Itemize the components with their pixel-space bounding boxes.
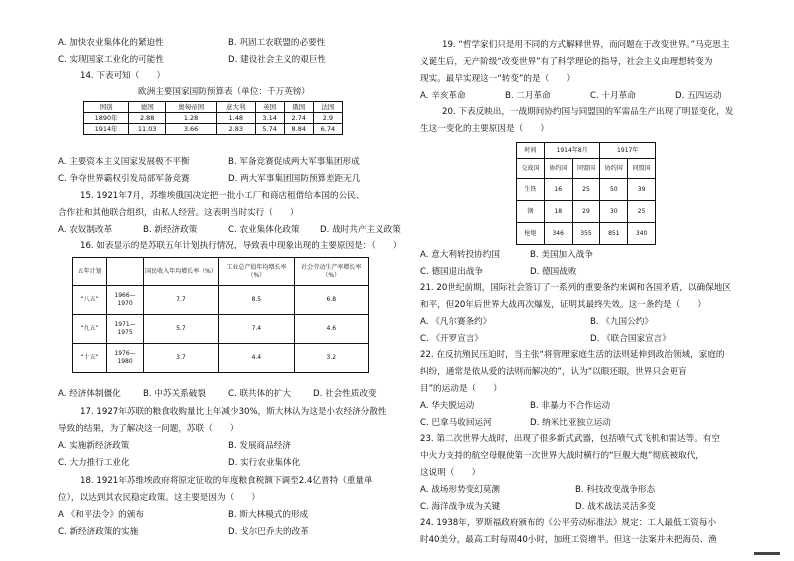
table1-cell: 2.74 [284, 113, 313, 124]
table3-cell: 25 [628, 201, 656, 223]
table1-cell: 6.74 [313, 124, 342, 135]
table2-cell: 4.4 [219, 344, 294, 373]
q14-option-b: B. 军备竞赛促成两大军事集团形成 [228, 157, 360, 167]
q23-stem-line1: 23. 第二次世界大战时，出现了很多新式武器，包括喷气式飞机和雷达等。有空 [420, 434, 720, 444]
q19-option-c: C. 十月革命 [590, 91, 636, 101]
table1-cell: 1.28 [166, 113, 217, 124]
q21-option-b: B. 《九国公约》 [590, 317, 653, 327]
table3-cell: 346 [544, 223, 572, 245]
table3-cell: 355 [572, 223, 600, 245]
q14-option-c: C. 争夺世界霸权引发局部军备竞赛 [58, 174, 190, 184]
q15-option-b: B. 新经济政策 [143, 225, 198, 235]
table2-cell: 4.6 [294, 315, 368, 344]
table2-cell: “九五” [73, 315, 107, 344]
q21-stem-line2: 和平，但20年后世界大战再次爆发，证明其最终失效。这一条约是（ ） [420, 300, 706, 310]
q20-option-d: D. 德国战败 [530, 267, 577, 277]
q16-stem: 16. 如表显示的是苏联五年计划执行情况，导致表中现象出现的主要原因是：（ ） [80, 241, 402, 251]
q21-option-a: A. 《凡尔赛条约》 [420, 317, 492, 327]
q22-stem-line1: 22. 在反抗殖民压迫时，当主张“将管理家庭生活的法则延伸到政治领域，家庭的 [420, 350, 725, 360]
q18-option-c: C. 新经济政策的实施 [58, 527, 139, 537]
q19-option-d: D. 五四运动 [675, 91, 722, 101]
q16-option-b: B. 中苏关系破裂 [143, 389, 206, 399]
q20-option-b: B. 美国加入战争 [530, 250, 593, 260]
table2-head: 国民收入年均增长率（%） [143, 258, 218, 286]
table2-cell: 6.8 [294, 286, 368, 315]
table3-cell: 25 [572, 179, 600, 201]
table2-cell: 1976—1980 [107, 344, 143, 373]
table3-subhead: 同盟国 [628, 159, 656, 179]
table2-cell: 7.4 [219, 315, 294, 344]
q20-option-c: C. 德国退出战争 [420, 267, 484, 277]
table2-head: 五年计划 [73, 258, 107, 286]
q14-stem: 14. 下表可知（ ） [80, 71, 166, 81]
q21-option-c: C. 《开罗宣言》 [420, 334, 484, 344]
q17-option-a: A. 实施新经济政策 [58, 441, 130, 451]
q23-option-b: B. 科技改变战争形态 [575, 485, 656, 495]
table2-cell: 8.5 [219, 286, 294, 315]
q17-option-b: B. 发展商品经济 [228, 441, 291, 451]
table2-cell: 3.7 [143, 344, 218, 373]
table3-subhead: 协约国 [544, 159, 572, 179]
q15-option-a: A. 农奴制改革 [58, 225, 113, 235]
q17-stem-line2: 导致的结果，为了解决这一问题，苏联（ ） [58, 424, 239, 434]
table2-head: 工业总产值年均增长率（%） [219, 258, 294, 286]
table2-cell: 1971—1975 [107, 315, 143, 344]
table1-cell: 5.74 [255, 124, 284, 135]
q19-option-a: A. 辛亥革命 [420, 91, 466, 101]
table3-cell: 29 [572, 201, 600, 223]
table1 [83, 101, 343, 135]
table3-cell: 50 [600, 179, 628, 201]
table3-cell: 851 [600, 223, 628, 245]
table3-cell: 30 [600, 201, 628, 223]
q16-option-c: C. 联共体的扩大 [228, 389, 292, 399]
table1-head: 德国 [129, 102, 166, 113]
table1-cell: 2.83 [216, 124, 255, 135]
q23-option-d: D. 战术战法灵活多变 [575, 502, 656, 512]
table2-cell: 3.2 [294, 344, 368, 373]
q19-option-b: B. 二月革命 [505, 91, 551, 101]
q20-stem-line1: 20. 下表反映出，一战期间协约国与同盟国的军需品生产出现了明显变化，发 [442, 107, 734, 117]
table3-subhead: 协约国 [600, 159, 628, 179]
table1-head: 英国 [255, 102, 284, 113]
q19-stem-line2: 义诞生后，无产阶级“改变世界”有了科学理论的指导，社会主义由理想转变为 [420, 57, 713, 67]
q19-stem-line3: 现实。最早实现这一“转变”的是（ ） [420, 74, 575, 84]
table2-cell: 5.7 [143, 315, 218, 344]
q15-stem-line1: 15. 1921年7月，苏维埃俄国决定把一批小工厂和商店租借给本国的公民、 [80, 191, 365, 201]
q16-option-a: A. 经济体制僵化 [58, 389, 121, 399]
q13-option-d: D. 建设社会主义的艰巨性 [228, 55, 327, 65]
table1-cell: 3.14 [255, 113, 284, 124]
q15-option-d: D. 战时共产主义政策 [320, 225, 401, 235]
table3-cell: 16 [544, 179, 572, 201]
table1-head: 法国 [313, 102, 342, 113]
table3-cell: 18 [544, 201, 572, 223]
table1-cell: 3.66 [166, 124, 217, 135]
table3 [516, 142, 656, 245]
q20-option-a: A. 意大利转投协约国 [420, 250, 500, 260]
q23-option-c: C. 海洋战争成为关键 [420, 502, 501, 512]
table3-cell: 枪炮 [517, 223, 545, 245]
q19-stem-line1: 19. “哲学家们只是用不同的方式解释世界，而问题在于改变世界。”马克思主 [442, 40, 730, 50]
q13-option-b: B. 巩固工农联盟的必要性 [228, 38, 326, 48]
table1-cell: 11.03 [129, 124, 166, 135]
q20-stem-line2: 生这一变化的主要原因是（ ） [420, 124, 549, 134]
q14-option-d: D. 两大军事集团国防预算差距无几 [228, 174, 361, 184]
table3-cell: 39 [628, 179, 656, 201]
q23-stem-line2: 中火力支持的航空母舰使第一次世界大战时横行的“巨舰大炮”彻底被取代， [420, 451, 704, 461]
table1-head: 奥匈帝国 [166, 102, 217, 113]
table1-cell: 1.48 [216, 113, 255, 124]
q16-option-d: D. 社会性质改变 [313, 389, 377, 399]
q22-stem-line3: 目”的运动是（ ） [420, 384, 502, 394]
table2-cell: 1966—1970 [107, 286, 143, 315]
q22-option-a: A. 华夫脱运动 [420, 401, 475, 411]
q18-stem-line2: 位），以达到其农民稳定政策。这主要是因为（ ） [58, 493, 260, 503]
table1-title: 欧洲主要国家国防预算表（单位：千万英镑） [138, 87, 310, 97]
q24-stem-line2: 时40美分，最高工时每周40小时，加班工资增半。但这一法案并未把海员、渔 [420, 535, 717, 545]
q18-option-a: A 《和平法令》的颁布 [58, 510, 144, 520]
table2 [72, 257, 369, 373]
q21-stem-line1: 21. 20世纪前期，国际社会签订了一系列的重要条约来调和各国矛盾，以确保地区 [420, 283, 731, 293]
table3-head: 时间 [517, 143, 545, 159]
table3-subhead: 交战国 [517, 159, 545, 179]
q13-option-a: A. 加快农业集体化的紧迫性 [58, 38, 164, 48]
table3-head: 1914年8月 [544, 143, 600, 159]
table2-cell: “八五” [73, 286, 107, 315]
table1-cell: 8.84 [284, 124, 313, 135]
table3-cell: 钢 [517, 201, 545, 223]
table2-cell: 7.7 [143, 286, 218, 315]
table1-cell: 1914年 [84, 124, 129, 135]
q17-option-d: D. 实行农业集体化 [228, 458, 301, 468]
table3-cell: 340 [628, 223, 656, 245]
q17-stem-line1: 17. 1927年苏联的粮食收购量比上年减少30%，斯大林认为这是小农经济分散性 [80, 407, 387, 417]
q15-option-c: C. 农业集体化政策 [228, 225, 300, 235]
table3-head: 1917年 [600, 143, 656, 159]
q18-option-b: B. 斯大林模式的形成 [228, 510, 309, 520]
q22-option-d: D. 纳米比亚独立运动 [530, 418, 611, 428]
q15-stem-line2: 合作社和其他联合组织，由私人经营。这表明当时实行（ ） [58, 208, 299, 218]
table1-cell: 1890年 [84, 113, 129, 124]
q22-option-b: B. 非暴力不合作运动 [530, 401, 611, 411]
scan-mark [754, 552, 780, 555]
q24-stem-line1: 24. 1938年，罗斯福政府颁布的《公平劳动标准法》规定：工人最低工资每小 [420, 518, 717, 528]
q13-option-c: C. 实现国家工业化的可能性 [58, 55, 164, 65]
table1-head: 俄国 [284, 102, 313, 113]
table1-cell: 2.9 [313, 113, 342, 124]
table2-cell: “十五” [73, 344, 107, 373]
q14-option-a: A. 主要资本主义国家发展极不平衡 [58, 157, 190, 167]
q22-stem-line2: 纠纷，通常是依从爱的法则而解决的”，认为“以眼还眼，世界只会更盲 [420, 367, 687, 377]
q18-stem-line1: 18. 1921年苏维埃政府将原定征收的年度粮食税额下调至2.4亿普特（重量单 [80, 476, 373, 486]
q17-option-c: C. 大力推行工业化 [58, 458, 130, 468]
q18-option-d: D. 戈尔巴乔夫的改革 [228, 527, 309, 537]
table3-subhead: 同盟国 [572, 159, 600, 179]
q23-stem-line3: 这说明（ ） [420, 468, 481, 478]
table1-cell: 2.88 [129, 113, 166, 124]
table1-head: 国别 [84, 102, 129, 113]
table1-head: 意大利 [216, 102, 255, 113]
table2-head: 社会劳动生产率增长率（%） [294, 258, 368, 286]
q21-option-d: D. 《联合国家宣言》 [590, 334, 671, 344]
q23-option-a: A. 战场形势变幻莫测 [420, 485, 500, 495]
table3-cell: 生铁 [517, 179, 545, 201]
q22-option-c: C. 巴拿马收回运河 [420, 418, 492, 428]
